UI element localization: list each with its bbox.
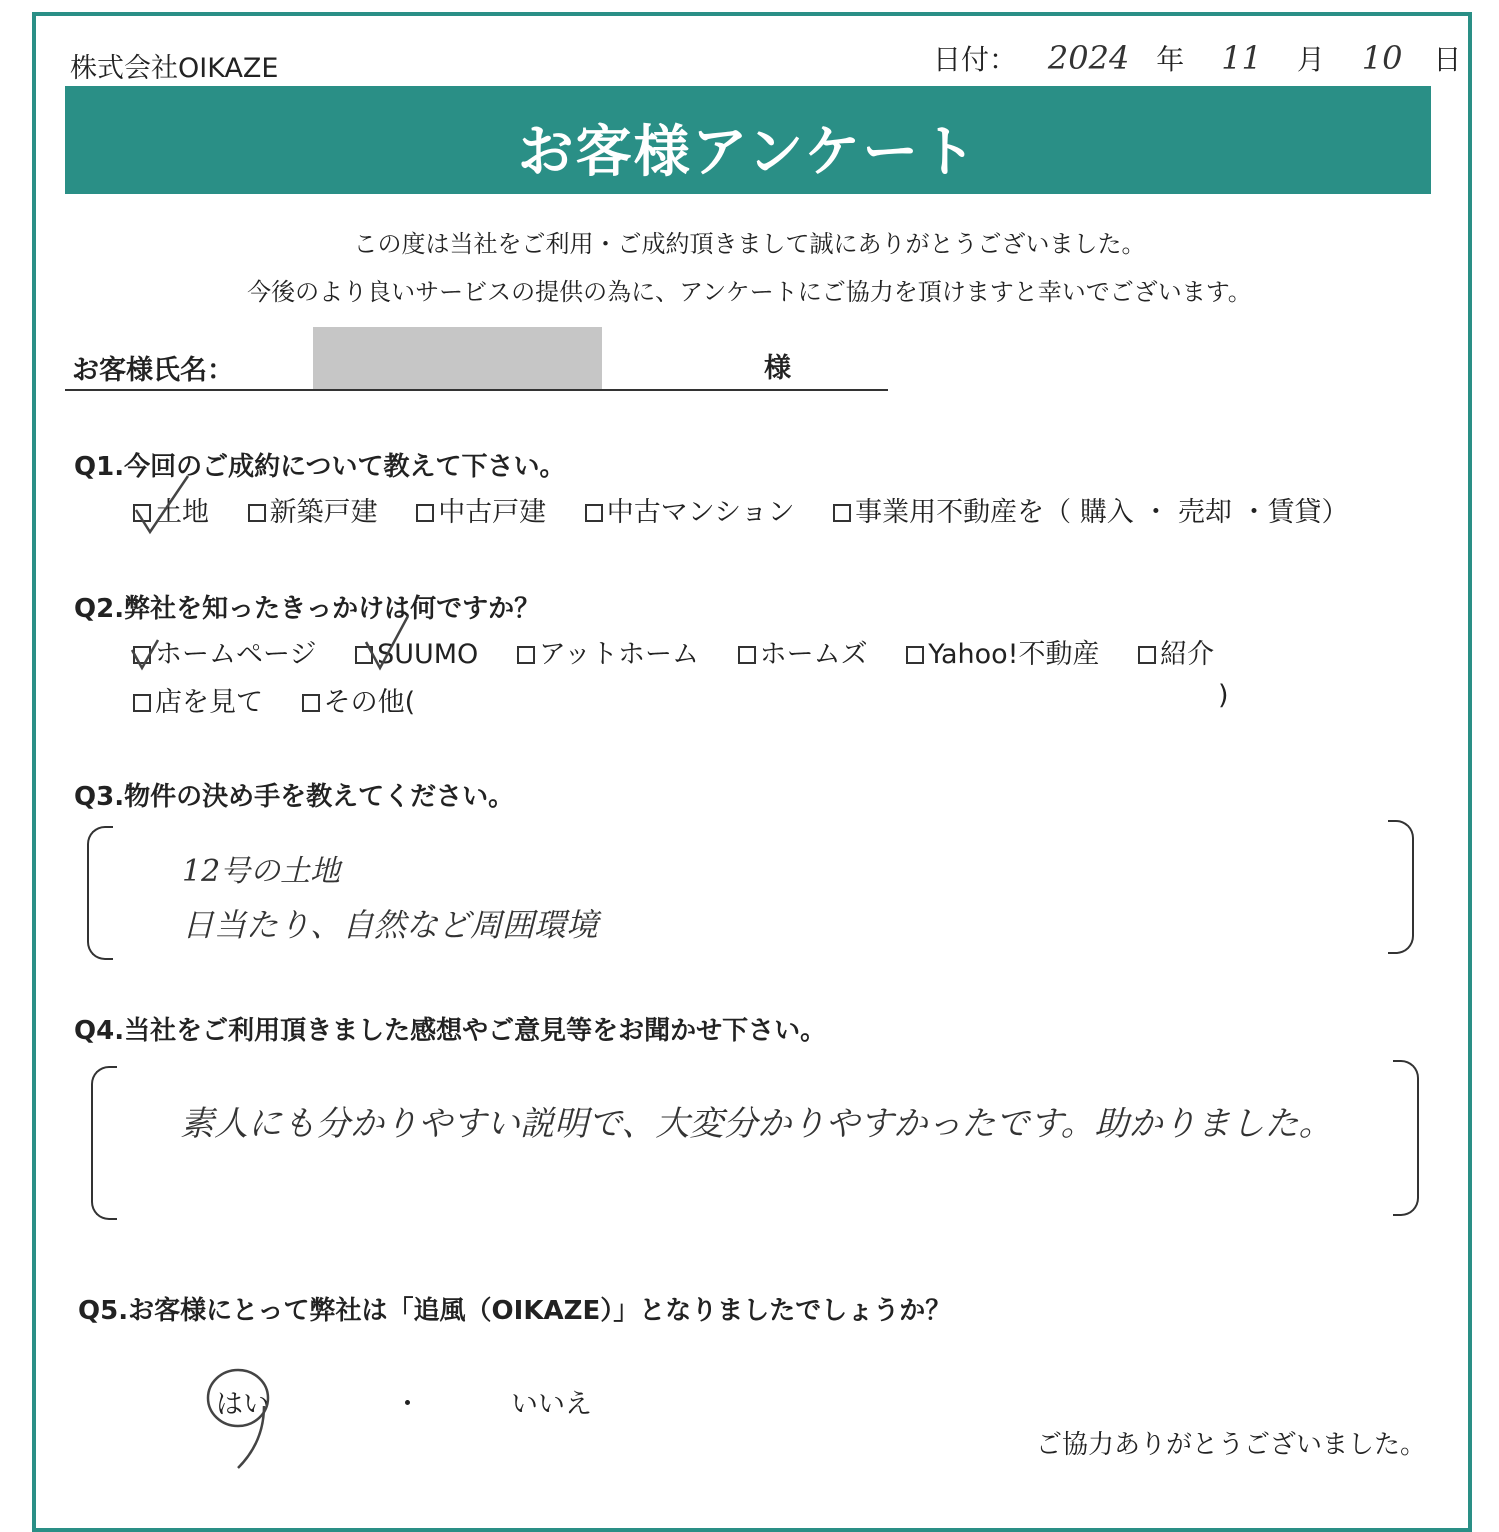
checkbox[interactable] xyxy=(906,646,924,664)
q3-answer-line-2: 日当たり、自然など周囲環境 xyxy=(182,906,599,944)
q5-separator: ・ xyxy=(394,1389,421,1420)
q2-options-row1 xyxy=(133,632,1214,671)
q5-option-yes[interactable]: はい xyxy=(216,1389,270,1420)
q2-option-homes[interactable]: ホームズ xyxy=(738,632,868,671)
q3-bracket-right xyxy=(1388,820,1414,954)
q2-option-homepage[interactable]: ホームページ xyxy=(133,632,316,671)
q2-option-other[interactable]: その他( xyxy=(302,680,416,719)
intro-line-2: 今後のより良いサービスの提供の為に、アンケートにご協力を頂けますと幸いでございます。 xyxy=(247,278,1252,306)
checkbox[interactable] xyxy=(248,504,266,522)
checkbox[interactable] xyxy=(1138,646,1156,664)
q2-option-store[interactable]: 店を見て xyxy=(133,680,263,719)
q3-answer-line-1: 12号の土地 xyxy=(182,854,341,889)
intro-line-1: この度は当社をご利用・ご成約頂きまして誠にありがとうございました。 xyxy=(353,230,1146,258)
date-year: 2024 xyxy=(1047,39,1130,77)
q1-option-used-house[interactable]: 中古戸建 xyxy=(416,490,546,529)
q2-option-referral[interactable]: 紹介 xyxy=(1138,632,1214,671)
checkbox[interactable] xyxy=(738,646,756,664)
date-day: 10 xyxy=(1361,39,1403,77)
date-month: 11 xyxy=(1221,39,1262,77)
page-title: お客様アンケート xyxy=(517,120,979,185)
checkbox[interactable] xyxy=(133,694,151,712)
q1-option-used-mansion[interactable]: 中古マンション xyxy=(585,490,795,529)
q5-question: Q5.お客様にとって弊社は「追風（OIKAZE）」となりましたでしょうか？ xyxy=(78,1296,952,1326)
customer-name-label: お客様氏名： xyxy=(72,355,234,386)
q1-checkmark-icon xyxy=(128,470,198,540)
checkbox[interactable] xyxy=(416,504,434,522)
date-row xyxy=(933,38,1461,78)
name-underline xyxy=(65,389,888,391)
q4-bracket-left xyxy=(91,1066,117,1220)
q4-answer: 素人にも分かりやすい説明で、大変分かりやすかったです。助かりました。 xyxy=(180,1104,1333,1144)
q3-question: Q3.物件の決め手を教えてください。 xyxy=(74,782,515,812)
q1-option-land[interactable]: 土地 xyxy=(133,490,209,529)
customer-name-redacted xyxy=(313,327,602,391)
q1-option-business[interactable]: 事業用不動産を（ 購入 ・ 売却 ・賃貸） xyxy=(833,490,1348,529)
date-label: 日付： xyxy=(933,43,1018,76)
q2-option-suumo[interactable]: SUUMO xyxy=(355,639,478,670)
customer-name-suffix: 様 xyxy=(764,353,791,384)
q2-homepage-checkmark-icon xyxy=(128,634,168,674)
q2-options-row2 xyxy=(133,680,415,719)
date-year-unit: 年 xyxy=(1156,43,1185,76)
title-banner xyxy=(65,86,1431,194)
q4-question: Q4.当社をご利用頂きました感想やご意見等をお聞かせ下さい。 xyxy=(74,1016,827,1046)
date-month-unit: 月 xyxy=(1296,43,1325,76)
checkbox[interactable] xyxy=(585,504,603,522)
q4-bracket-right xyxy=(1393,1060,1419,1216)
q5-option-no[interactable]: いいえ xyxy=(511,1389,592,1420)
q3-bracket-left xyxy=(87,826,113,960)
checkbox[interactable] xyxy=(517,646,535,664)
q1-options xyxy=(133,490,1349,529)
q2-option-athome[interactable]: アットホーム xyxy=(517,632,699,671)
company-name: 株式会社OIKAZE xyxy=(70,53,279,84)
q2-other-close-paren: ) xyxy=(1218,680,1229,711)
date-day-unit: 日 xyxy=(1433,43,1462,76)
checkbox[interactable] xyxy=(833,504,851,522)
q2-question: Q2.弊社を知ったきっかけは何ですか？ xyxy=(74,594,541,624)
q5-yes-circle-icon xyxy=(200,1362,280,1472)
q2-suumo-checkmark-icon xyxy=(360,612,420,672)
checkbox[interactable] xyxy=(302,694,320,712)
q1-option-new-house[interactable]: 新築戸建 xyxy=(248,490,378,529)
q2-option-yahoo[interactable]: Yahoo!不動産 xyxy=(906,632,1099,671)
footer-thanks: ご協力ありがとうございました。 xyxy=(1036,1430,1427,1460)
q1-question: Q1.今回のご成約について教えて下さい。 xyxy=(74,452,566,482)
